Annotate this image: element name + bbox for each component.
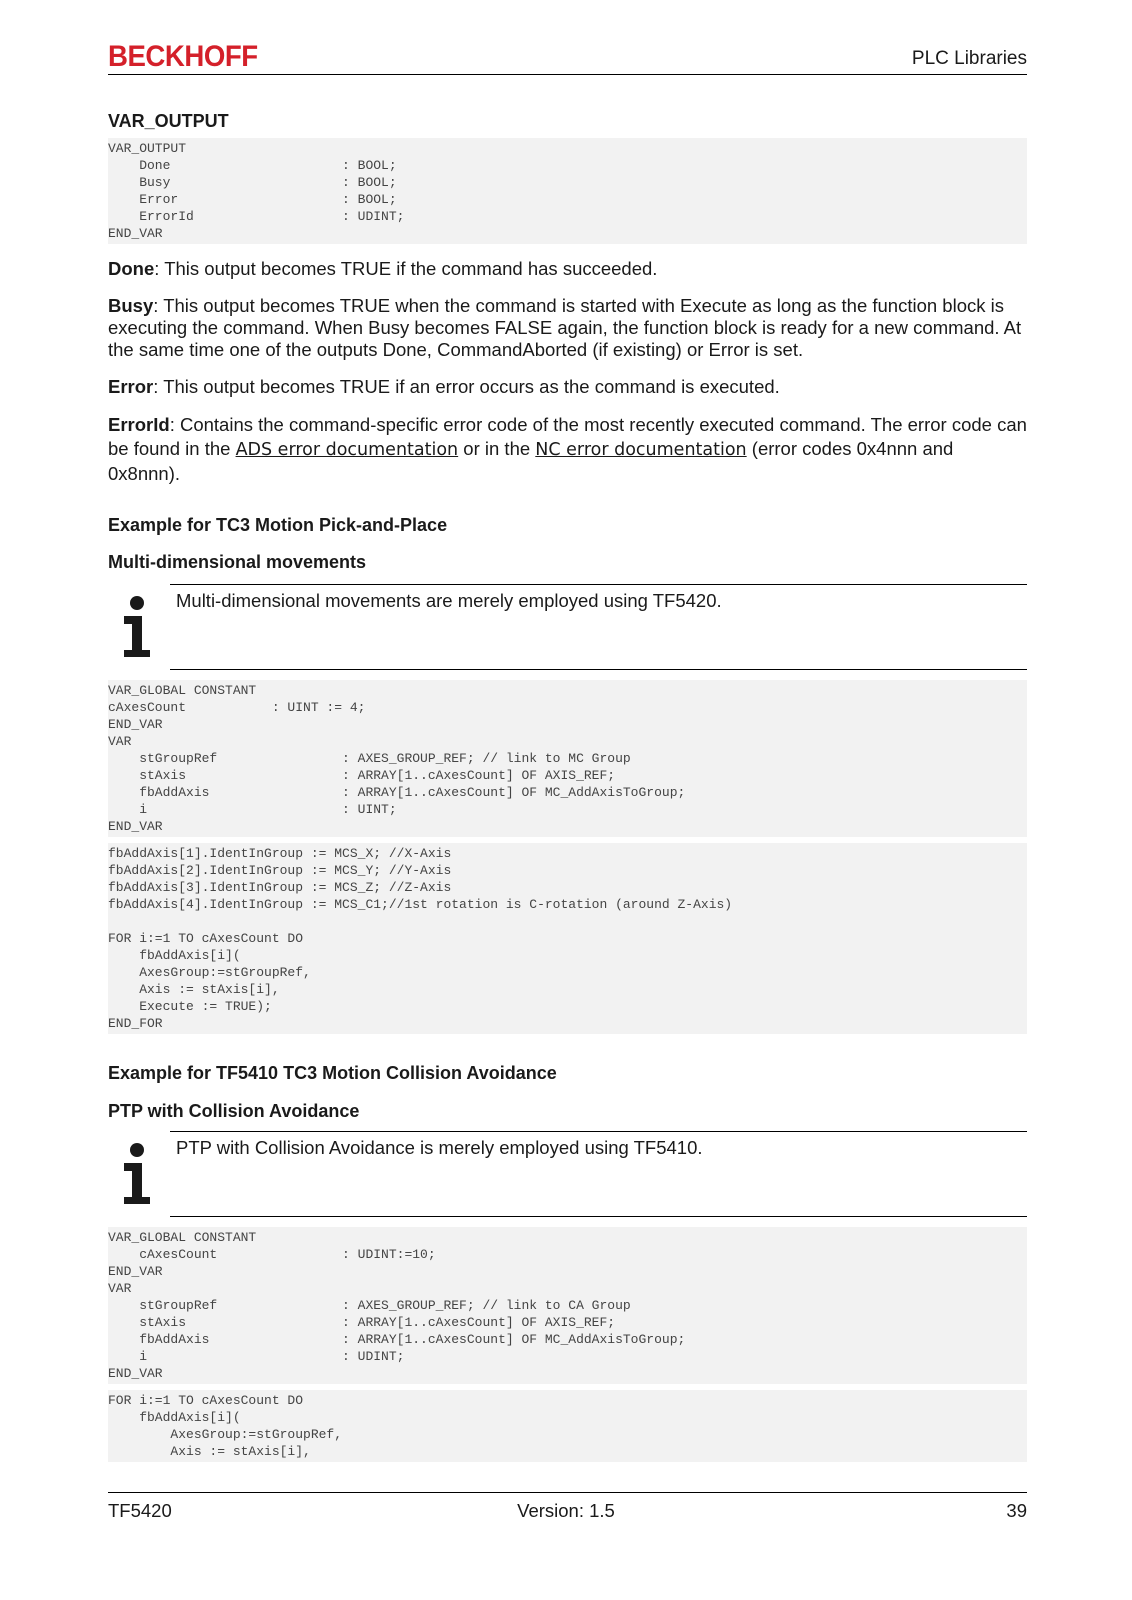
ptp-subheading: PTP with Collision Avoidance xyxy=(108,1101,360,1121)
header-section-title: PLC Libraries xyxy=(911,48,1027,69)
error-term: Error xyxy=(108,376,154,397)
errorid-description xyxy=(108,413,1027,486)
note-top-rule xyxy=(170,1131,1027,1132)
pick-place-implementation-code: fbAddAxis[1].IdentInGroup := MCS_X; //X-Axis fbAddAxis[2].IdentInGroup := MCS_Y; //Y-Axis fbAddAxis[3].IdentInGroup := MCS_Z; //Z-Axis fbAddAxis[4].IdentInGroup := MCS_C1;//1st rotation is C-rotation (around Z-Axis) FOR i:=1 TO cAxesCount DO fbAddAxis[i]( AxesGroup:=stGroupRef, Axis := stAxis[i], Execute := TRUE); END_FOR xyxy=(108,843,1027,1034)
note-box-tf5410 xyxy=(108,1131,1027,1217)
page-content xyxy=(108,110,1027,1462)
errorid-term: ErrorId xyxy=(108,414,170,435)
done-text: : This output becomes TRUE if the command has succeeded. xyxy=(154,258,658,279)
note-bottom-rule xyxy=(170,669,1027,670)
info-icon xyxy=(120,594,160,660)
collision-heading: Example for TF5410 TC3 Motion Collision Avoidance xyxy=(108,1063,557,1083)
busy-text: : This output becomes TRUE when the command is started with Execute as long as the function block is executing the command. When Busy becomes FALSE again, the function block is ready for a new command. At the same time one of the outputs Done, CommandAborted (if existing) or Error is set. xyxy=(108,295,1022,360)
note-text: PTP with Collision Avoidance is merely employed using TF5410. xyxy=(176,1137,703,1158)
collision-declaration-code: VAR_GLOBAL CONSTANT cAxesCount : UDINT:=10; END_VAR VAR stGroupRef : AXES_GROUP_REF; // link to CA Group stAxis : ARRAY[1..cAxesCount] OF AXIS_REF; fbAddAxis : ARRAY[1..cAxesCount] OF MC_AddAxisToGroup; i : UDINT; END_VAR xyxy=(108,1227,1027,1384)
error-description xyxy=(108,376,1027,398)
ads-error-doc-link[interactable]: ADS error documentation xyxy=(235,440,459,460)
var-output-heading: VAR_OUTPUT xyxy=(108,111,229,131)
collision-implementation-code: FOR i:=1 TO cAxesCount DO fbAddAxis[i]( AxesGroup:=stGroupRef, Axis := stAxis[i], xyxy=(108,1390,1027,1462)
footer-divider xyxy=(108,1492,1027,1493)
nc-error-doc-link[interactable]: NC error documentation xyxy=(535,440,747,460)
pick-place-heading: Example for TC3 Motion Pick-and-Place xyxy=(108,515,448,535)
header-divider xyxy=(108,74,1027,75)
error-text: : This output becomes TRUE if an error occurs as the command is executed. xyxy=(153,376,780,397)
done-term: Done xyxy=(108,258,155,279)
multi-dim-subheading: Multi-dimensional movements xyxy=(108,552,367,572)
note-box-tf5420 xyxy=(108,584,1027,670)
footer-page-number: 39 xyxy=(1006,1500,1027,1521)
note-top-rule xyxy=(170,584,1027,585)
busy-description xyxy=(108,295,1027,361)
var-output-code: VAR_OUTPUT Done : BOOL; Busy : BOOL; Error : BOOL; ErrorId : UDINT; END_VAR xyxy=(108,138,1027,244)
errorid-text-1: : Contains the command-specific error code of the most recently executed command. The error code can be found in the xyxy=(108,414,1027,459)
footer-version: Version: 1.5 xyxy=(517,1500,615,1521)
footer-product: TF5420 xyxy=(108,1500,172,1521)
note-text: Multi-dimensional movements are merely employed using TF5420. xyxy=(176,590,722,611)
pick-place-declaration-code: VAR_GLOBAL CONSTANT cAxesCount : UINT := 4; END_VAR VAR stGroupRef : AXES_GROUP_REF; // link to MC Group stAxis : ARRAY[1..cAxesCount] OF AXIS_REF; fbAddAxis : ARRAY[1..cAxesCount] OF MC_AddAxisToGroup; i : UINT; END_VAR xyxy=(108,680,1027,837)
done-description xyxy=(108,258,1027,280)
errorid-text-2: or in the xyxy=(458,438,536,459)
beckhoff-logo: BECKHOFF xyxy=(108,40,258,73)
errorid-text-3: (error codes 0x4nnn and 0x8nnn). xyxy=(108,438,954,484)
busy-term: Busy xyxy=(108,295,154,316)
note-bottom-rule xyxy=(170,1216,1027,1217)
info-icon xyxy=(120,1141,160,1207)
